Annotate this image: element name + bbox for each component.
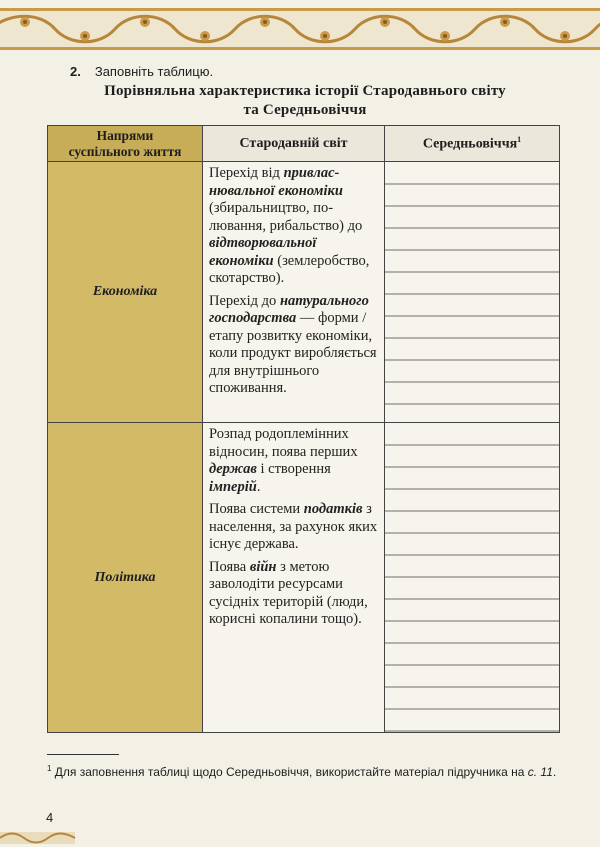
text-span: — форми / етапу розвитку економіки, коли продукт виробляється для внутрішнього споживання. [209,310,377,396]
term-taxes: податків [303,501,363,517]
politics-paragraph-1 [209,426,380,496]
cell-ancient-politics [203,423,385,733]
economy-paragraph-2 [209,293,380,398]
task-text: Заповніть таблицю. [94,64,214,79]
text-span: Розпад родоплемінних відносин, поява перших [209,426,358,460]
header-directions-line1: Напрями [96,127,154,143]
footnote-end: . [552,765,557,779]
task-instruction [70,64,213,79]
header-middle-ages [385,126,560,162]
table-title [40,82,570,120]
text-span: (збиральництво, полювання, рибальство) до [209,200,363,234]
row-label-economy: Економіка [48,162,203,423]
politics-paragraph-2 [209,501,380,554]
row-label-politics: Політика [48,423,203,733]
table-title-line2: та Середньовіччя [243,102,367,118]
economy-paragraph-1 [209,165,380,288]
text-span: . [256,478,261,495]
answer-lines-politics[interactable] [385,423,560,733]
answer-lines-economy[interactable] [385,162,560,423]
header-directions [48,126,203,162]
header-directions-line2: суспільного життя [68,143,182,159]
decorative-border-ornament [0,0,600,58]
term-producing-economy: відтворювальної економіки [209,235,317,269]
table-row-economy [48,162,560,423]
text-span: з метою заволодіти ресурсами сусідніх територій (люди, корисні копалини тощо). [209,558,368,627]
footnote-page-reference: с. 11 [527,765,553,779]
table-title-line1: Порівняльна характеристика історії Стародавнього світу [104,83,506,99]
footnote-divider [47,754,119,755]
text-span: Поява [209,558,250,575]
header-ancient-world: Стародавній світ [203,126,385,162]
task-number: 2. [70,64,81,79]
header-middle-ages-label: Середньовіччя [422,136,518,152]
text-span: (землеробство, скотарство). [209,252,370,286]
text-span: з населення, за рахунок яких існує держава. [209,501,378,552]
table-row-politics [48,423,560,733]
text-span: Перехід до [209,292,280,309]
table-header-row [48,126,560,162]
term-natural-economy: натурального господарства [209,292,369,326]
term-states: держав [209,461,257,477]
text-span: Поява системи [209,501,304,517]
comparison-table [47,125,560,733]
term-empires: імперій [209,478,257,495]
term-appropriating-economy: привласнювальної економіки [209,165,343,199]
page-number: 4 [46,810,54,825]
term-wars: війн [249,558,277,575]
footnote [47,760,567,781]
text-span: і створення [256,461,331,477]
text-span: Перехід від [209,165,284,181]
footnote-text: Для заповнення таблиці щодо Середньовіччя, використайте матеріал підручника на [51,765,528,779]
cell-ancient-economy [203,162,385,423]
politics-paragraph-3 [209,559,380,629]
footnote-number: 1 [47,764,52,773]
footnote-marker: 1 [517,134,522,144]
bottom-ornament [0,826,600,847]
